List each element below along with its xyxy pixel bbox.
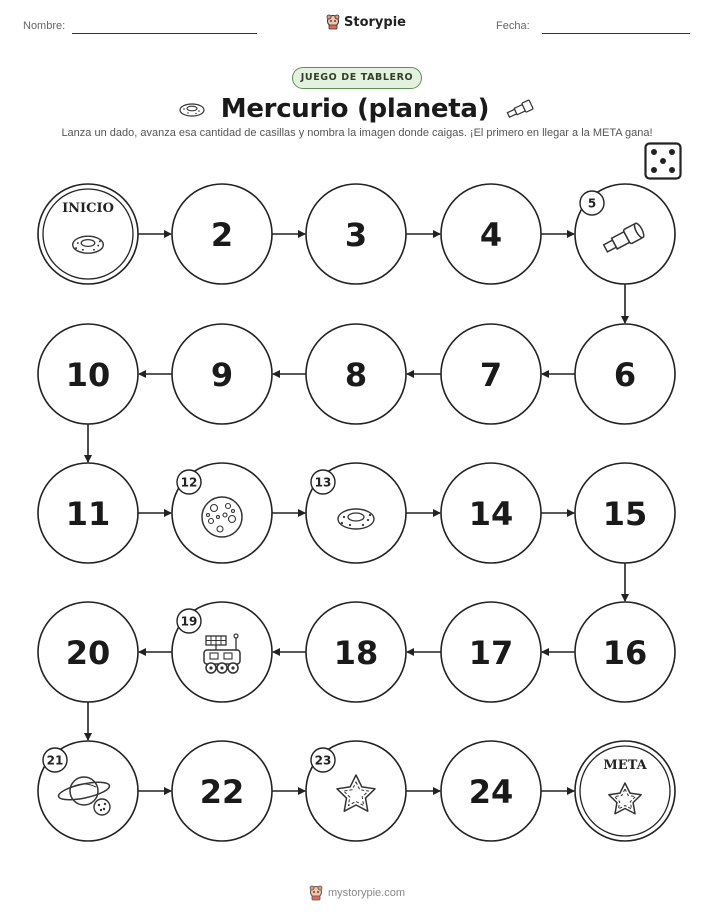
board-space-22[interactable]: [172, 741, 272, 841]
board-space-11[interactable]: [38, 463, 138, 563]
board-space-5[interactable]: [575, 184, 675, 284]
space-number: 2: [210, 216, 234, 254]
footer-url: mystorypie.com: [327, 887, 406, 899]
footer: [0, 885, 714, 901]
board-space-12[interactable]: [172, 463, 272, 563]
name-label: Nombre:: [23, 20, 66, 32]
space-number: 3: [344, 216, 368, 254]
game-type-badge: JUEGO DE TABLERO: [292, 67, 422, 89]
board-space-24[interactable]: [441, 741, 541, 841]
board-space-7[interactable]: [441, 324, 541, 424]
date-label: Fecha:: [496, 20, 530, 32]
space-number: 7: [479, 356, 503, 394]
space-number: 21: [46, 753, 64, 768]
space-number: 4: [479, 216, 503, 254]
space-number: 16: [602, 634, 648, 672]
board-space-17[interactable]: [441, 602, 541, 702]
space-number: 8: [344, 356, 368, 394]
space-number: 23: [314, 753, 332, 768]
space-number: 12: [180, 475, 198, 490]
space-number: 5: [587, 196, 597, 211]
board-space-6[interactable]: [575, 324, 675, 424]
board-space-16[interactable]: [575, 602, 675, 702]
page-title: Mercurio (planeta): [220, 94, 490, 124]
space-label: META: [603, 758, 647, 773]
space-number: 11: [65, 495, 111, 533]
board-space-18[interactable]: [306, 602, 406, 702]
space-number: 15: [602, 495, 648, 533]
space-number: 10: [65, 356, 111, 394]
start-space[interactable]: [38, 184, 138, 284]
board-space-2[interactable]: [172, 184, 272, 284]
space-number: 20: [65, 634, 111, 672]
space-number: 9: [210, 356, 234, 394]
board-space-23[interactable]: [306, 741, 406, 841]
board-space-9[interactable]: [172, 324, 272, 424]
space-number: 22: [199, 773, 245, 811]
space-number: 18: [333, 634, 379, 672]
storypie-mascot-icon: [309, 885, 323, 901]
instructions: Lanza un dado, avanza esa cantidad de casillas y nombra la imagen donde caigas. ¡El primero en llegar a la META gana!: [61, 127, 653, 139]
board-space-3[interactable]: [306, 184, 406, 284]
board-space-13[interactable]: [306, 463, 406, 563]
board-space-19[interactable]: [172, 602, 272, 702]
board-space-8[interactable]: [306, 324, 406, 424]
space-number: 19: [180, 614, 198, 629]
space-circle: [38, 184, 138, 284]
board-space-21[interactable]: [38, 741, 138, 841]
brand-name: Storypie: [344, 14, 406, 30]
space-number: 14: [468, 495, 514, 533]
space-number: 17: [468, 634, 514, 672]
donut-crater-icon: [73, 236, 104, 253]
space-number: 24: [468, 773, 514, 811]
space-number: 6: [613, 356, 637, 394]
board-space-15[interactable]: [575, 463, 675, 563]
space-number: 13: [314, 475, 332, 490]
board-space-20[interactable]: [38, 602, 138, 702]
goal-space[interactable]: [575, 741, 675, 841]
board-space-4[interactable]: [441, 184, 541, 284]
cratered-planet-icon: [202, 497, 242, 537]
board-space-14[interactable]: [441, 463, 541, 563]
donut-crater-icon: [338, 509, 374, 529]
board-space-10[interactable]: [38, 324, 138, 424]
space-label: INICIO: [62, 201, 114, 216]
